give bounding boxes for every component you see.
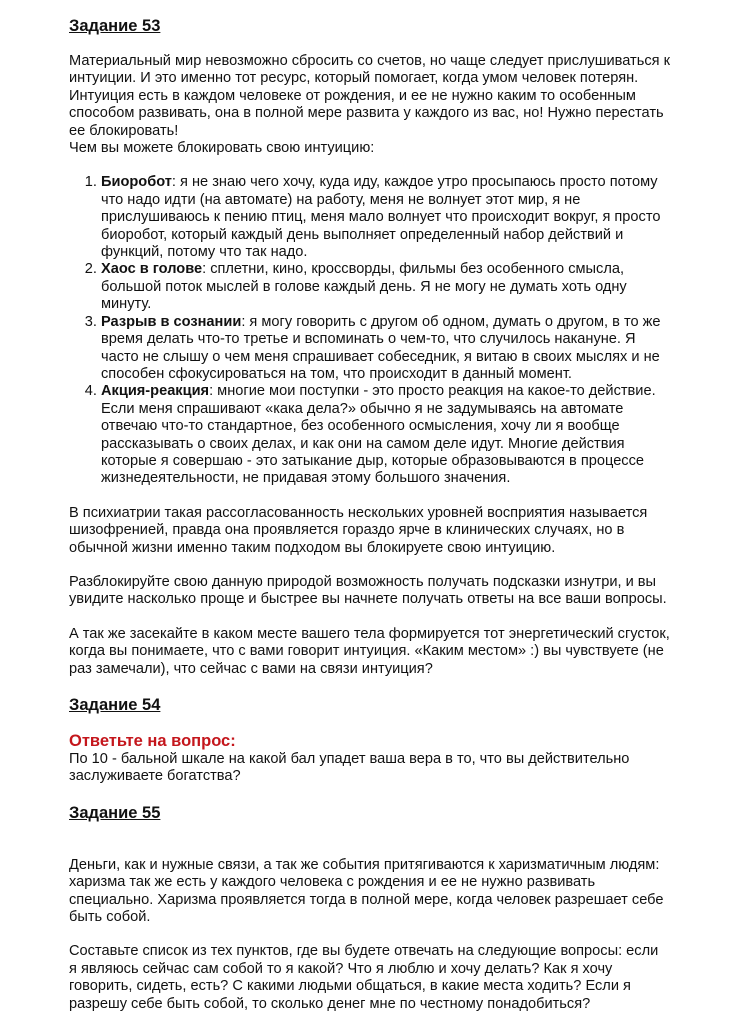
list-item-text: : сплетни, кино, кроссворды, фильмы без особенного смысла, большой поток мыслей в голове каждый день. Я не могу не думать хоть одну минуту. (101, 261, 627, 313)
task-54-prompt: Ответьте на вопрос: (69, 732, 236, 750)
list-item-text: : я могу говорить с другом об одном, думать о другом, в то же время делать что-то третье и вспоминать о чем-то, что случилось накануне. Я часто не слышу о чем меня спрашивает собеседник, я витаю в своих мыслях и не способен сфокусироваться на том, что происходит в данный момент. (101, 313, 661, 382)
task-54-question: По 10 - бальной шкале на какой бал упадет ваша вера в то, что вы действительно заслуживаете богатства? (69, 751, 630, 785)
blockers-list (69, 174, 670, 487)
task-53-paragraph-3: А так же засекайте в каком месте вашего тела формируется тот энергетический сгусток, когда вы понимаете, что с вами говорит интуиция. «Каким местом» :) вы чувствуете (не раз замечали), что сейчас с вами на связи интуиция? (69, 625, 670, 677)
list-item (101, 383, 670, 487)
list-item-term: Биоробот (101, 174, 172, 191)
task-53-lead: Чем вы можете блокировать свою интуицию: (69, 140, 375, 157)
task-55-title: Задание 55 (69, 803, 161, 822)
task-55-paragraph-2: Составьте список из тех пунктов, где вы будете отвечать на следующие вопросы: если я являюсь сейчас сам собой то я какой? Что я люблю и хочу делать? Как я хочу говорить, сидеть, есть? С какими людьми общаться, в какие места ходить? Если я разрешу себе быть собой, то сколько денег мне по честному понадобиться? (69, 943, 659, 1012)
list-item-text: : многие мои поступки - это просто реакция на какое-то действие. Если меня спрашивают «кака дела?» обычно я не задумываясь на автомате отвечаю что-то стандартное, без особенного осмысления, хочу ли я вообще рассказывать о своих делах, и как они на самом деле идут. Многие действия которые я совершаю - это затыкание дыр, которые образовываются в процессе жизнедеятельности, не придавая этому большого значения. (101, 383, 656, 487)
task-53-paragraph-1: В психиатрии такая рассогласованность нескольких уровней восприятия называется шизофренией, правда она проявляется гораздо ярче в клинических случаях, но в обычной жизни именно таким подходом вы блокируете свою интуицию. (69, 504, 648, 556)
list-item-text: : я не знаю чего хочу, куда иду, каждое утро просыпаюсь просто потому что надо идти (на автомате) на работу, меня не волнует этот мир, я не прислушиваюсь к пению птиц, меня мало волнует что происходит вокруг, я просто биоробот, который каждый день выполняет определенный набор действий и функций, потому что так надо. (101, 174, 661, 261)
list-item (101, 174, 670, 261)
task-53-intro: Материальный мир невозможно сбросить со счетов, но чаще следует прислушиваться к интуиции. И это именно тот ресурс, который помогает, когда умом человек потерян. Интуиция есть в каждом человеке от рождения, и ее не нужно каким то особенным способом развивать, она в полной мере развита у каждого из вас, но! Нужно перестать ее блокировать! (69, 53, 670, 139)
task-53-title: Задание 53 (69, 17, 161, 35)
task-54-title: Задание 54 (69, 696, 161, 714)
list-item-term: Акция-реакция (101, 383, 210, 400)
task-55-paragraph-1: Деньги, как и нужные связи, а так же события притягиваются к харизматичным людям: харизма так же есть у каждого человека с рождения и ее не нужно развивать специально. Харизма проявляется тогда в полной мере, когда человек разрешает себе быть собой. (69, 856, 664, 926)
list-item-term: Хаос в голове (101, 261, 203, 278)
list-item (101, 261, 670, 313)
list-item-term: Разрыв в сознании (101, 313, 242, 330)
list-item (101, 314, 670, 384)
task-53-paragraph-2: Разблокируйте свою данную природой возможность получать подсказки изнутри, и вы увидите насколько проще и быстрее вы начнете получать ответы на все ваши вопросы. (69, 573, 667, 608)
